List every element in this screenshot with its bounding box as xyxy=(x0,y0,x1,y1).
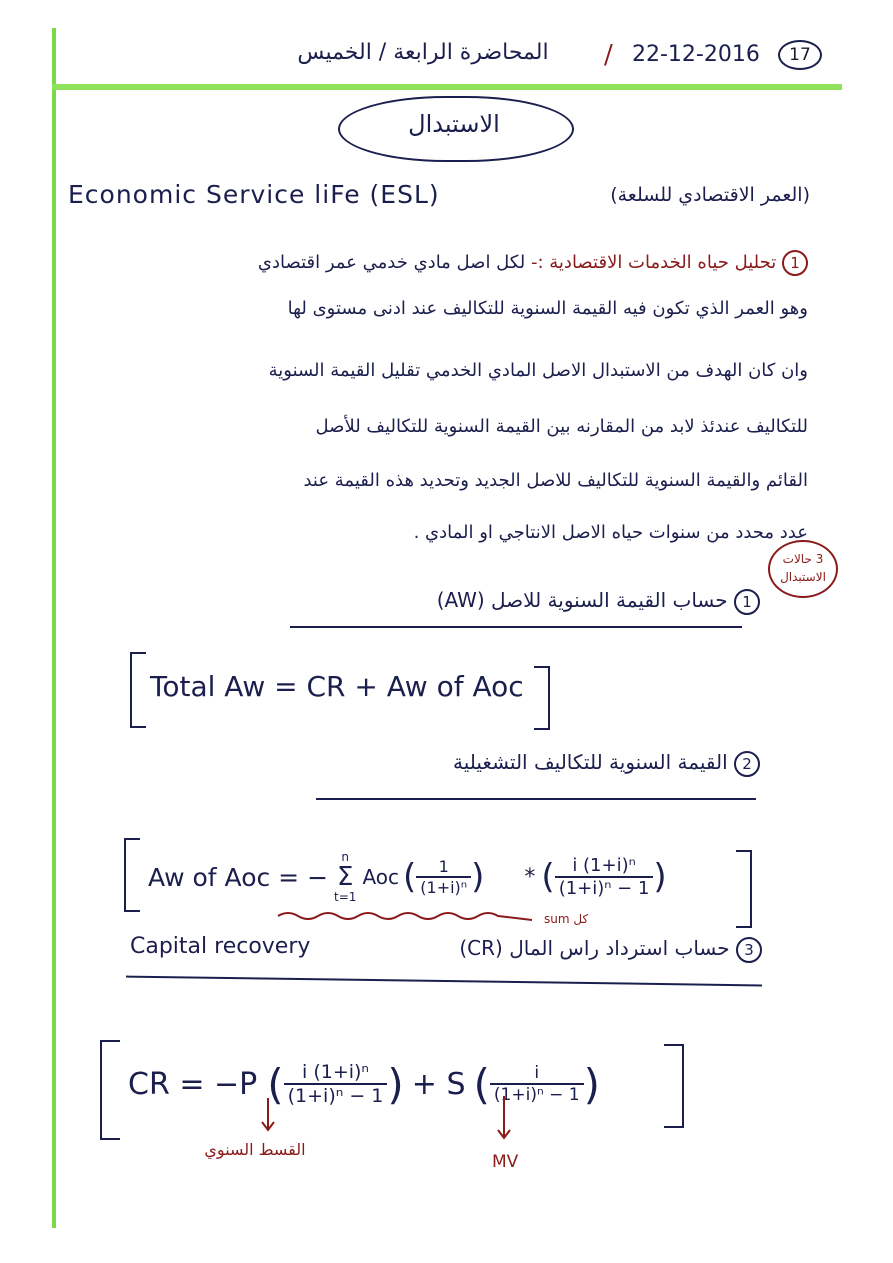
formula3-right-bracket xyxy=(664,1044,684,1128)
paragraph-line-1 xyxy=(80,250,808,276)
header-line xyxy=(52,84,842,90)
esl-english: Economic Service liFe (ESL) xyxy=(68,180,440,209)
section2-number: 2 xyxy=(734,751,760,777)
margin-line xyxy=(52,28,56,1228)
esl-arabic: (العمر الاقتصادي للسلعة) xyxy=(610,184,810,206)
formula1-left-bracket xyxy=(130,652,146,728)
formula2-star: * xyxy=(524,864,536,890)
formula2-fraction-2 xyxy=(555,855,654,899)
section3-heading xyxy=(340,936,762,963)
formula2-annotation: sum كل xyxy=(544,912,589,926)
page-number xyxy=(778,40,822,70)
note-mv: MV xyxy=(492,1152,519,1172)
page-title: الاستبدال xyxy=(408,110,500,138)
paragraph-heading: تحليل حياه الخدمات الاقتصادية :- xyxy=(530,252,777,273)
paragraph-line-5: القائم والقيمة السنوية للتكاليف للاصل الجديد وتحديد هذه القيمة عند xyxy=(303,470,808,491)
formula2-right-bracket xyxy=(736,850,752,928)
formula2: Aw of Aoc = − n Σ t=1 Aoc ( $\frac{1}{\text{(1+i)ⁿ}}$ ) * ( $\frac{\text{i (1+i)ⁿ}}{\text{(1+i)ⁿ − 1}}$ ) xyxy=(148,850,667,904)
f3-frac2-num: i xyxy=(534,1063,540,1083)
header-separator: / xyxy=(604,40,613,70)
frac1-den: (1+i)ⁿ xyxy=(416,876,471,897)
f3-frac1-num: i (1+i)ⁿ xyxy=(302,1061,370,1083)
sum-sign: Σ xyxy=(337,862,354,892)
formula2-term: Aoc xyxy=(362,865,399,889)
formula1: Total Aw = CR + Aw of Aoc xyxy=(150,670,524,703)
f3-frac2-den: (1+i)ⁿ − 1 xyxy=(490,1083,584,1105)
sum-bottom: t=1 xyxy=(334,890,357,904)
section3-number: 3 xyxy=(736,937,762,963)
sum-top: n xyxy=(341,850,350,864)
formula3-left-bracket xyxy=(100,1040,120,1140)
formula3: CR = −P ( $\frac{\text{i (1+i)ⁿ}}{\text{(1+i)ⁿ − 1}}$ ) + S ( $\frac{i}{\text{(1+i)ⁿ − 1}}$ ) xyxy=(128,1059,600,1109)
paragraph-line-3: وان كان الهدف من الاستبدال الاصل المادي الخدمي تقليل القيمة السنوية xyxy=(268,360,808,381)
side-note-line-1: 3 حالات xyxy=(782,552,824,566)
formula2-lhs: Aw of Aoc = − xyxy=(148,862,329,892)
paragraph-number: 1 xyxy=(782,250,808,276)
paragraph-line-2: وهو العمر الذي تكون فيه القيمة السنوية للتكاليف عند ادنى مستوى لها xyxy=(287,298,808,319)
formula2-left-bracket xyxy=(124,838,140,912)
formula3-fraction-1 xyxy=(284,1061,388,1107)
side-note-line-2: الاستبدال xyxy=(780,570,826,584)
formula2-squiggle xyxy=(276,908,536,928)
paragraph-text-0: لكل اصل مادي خدمي عمر اقتصادي xyxy=(257,252,526,273)
frac1-num: 1 xyxy=(438,857,449,876)
section2-underline xyxy=(316,798,756,800)
formula3-plus-s: + S xyxy=(411,1066,466,1102)
section2-heading xyxy=(320,750,760,777)
formula3-lhs: CR = −P xyxy=(128,1066,258,1102)
arrow-s-icon xyxy=(494,1094,514,1144)
lecture-title: المحاضرة الرابعة / الخميس xyxy=(297,40,549,65)
section1-number: 1 xyxy=(734,589,760,615)
replacement-cases-note xyxy=(768,540,838,598)
section3-title: حساب استرداد راس المال (CR) xyxy=(459,936,730,960)
capital-recovery-label: Capital recovery xyxy=(130,934,311,959)
page-number-text: 17 xyxy=(789,45,811,65)
paragraph-line-4: للتكاليف عندئذ لابد من المقارنه بين القيمة السنوية للتكاليف للأصل xyxy=(315,416,808,437)
frac2-den: (1+i)ⁿ − 1 xyxy=(555,876,654,899)
section2-title: القيمة السنوية للتكاليف التشغيلية xyxy=(453,750,728,774)
formula2-fraction-1 xyxy=(416,857,471,897)
note-annual-installment: القسط السنوي xyxy=(204,1140,306,1159)
frac2-num: i (1+i)ⁿ xyxy=(572,855,636,876)
section1-title: حساب القيمة السنوية للاصل (AW) xyxy=(436,588,728,612)
formula1-right-bracket xyxy=(534,666,550,730)
section1-underline xyxy=(290,626,742,628)
f3-frac1-den: (1+i)ⁿ − 1 xyxy=(284,1083,388,1107)
formula2-summation xyxy=(334,850,356,904)
section1-heading xyxy=(290,588,760,615)
paragraph-line-6: عدد محدد من سنوات حياه الاصل الانتاجي او المادي . xyxy=(413,522,808,543)
arrow-p-icon xyxy=(258,1096,278,1136)
section3-underline xyxy=(126,976,762,987)
header-date: 22-12-2016 xyxy=(632,42,760,67)
